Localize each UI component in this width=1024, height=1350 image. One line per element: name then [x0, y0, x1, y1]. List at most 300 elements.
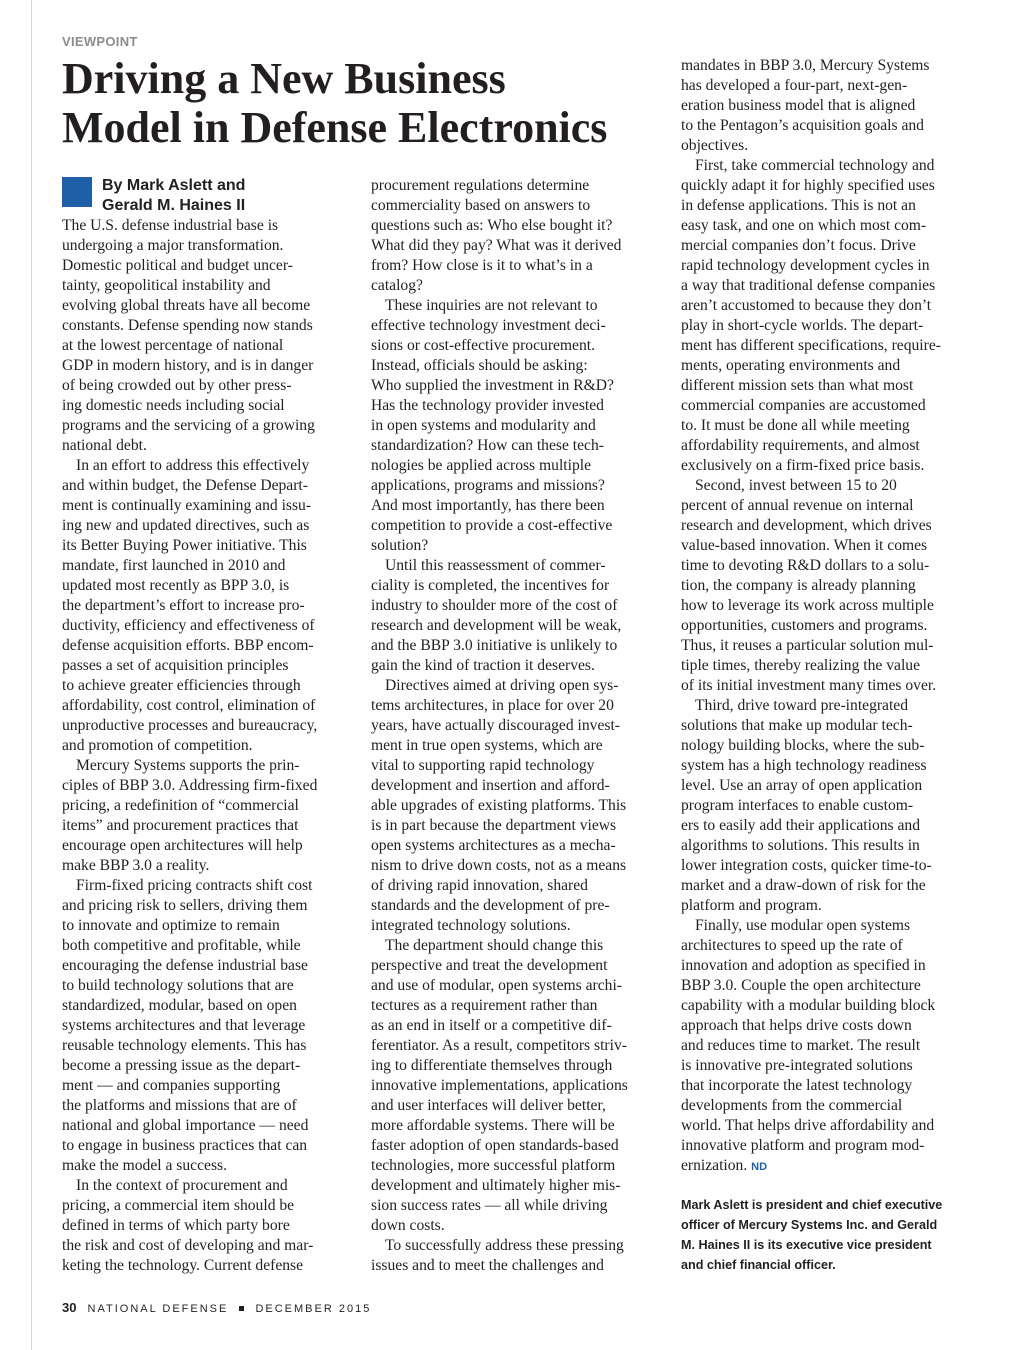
- article-text-line: [681, 436, 971, 456]
- article-text: evolving global threats have all become: [62, 297, 311, 314]
- article-text-line: [371, 1016, 661, 1036]
- article-text: affordability requirements, and almost: [681, 437, 920, 454]
- article-text: keting the technology. Current defense: [62, 1257, 304, 1274]
- article-text-line: [62, 736, 352, 756]
- article-text: ments, operating environments and: [681, 357, 901, 374]
- article-text-line: [681, 136, 971, 156]
- article-text-line: [62, 376, 352, 396]
- article-text-line: [62, 1036, 352, 1056]
- article-text-line: [371, 876, 661, 896]
- article-text: research and development will be weak,: [371, 617, 622, 634]
- article-text: pricing, a commercial item should be: [62, 1197, 295, 1214]
- article-text: solution?: [371, 537, 429, 554]
- article-text: integrated technology solutions.: [371, 917, 571, 934]
- article-text: perspective and treat the development: [371, 957, 608, 974]
- article-text-line: [62, 256, 352, 276]
- author-bio-line: M. Haines II is its executive vice president: [681, 1238, 932, 1252]
- article-text: BBP 3.0. Couple the open architecture: [681, 977, 921, 994]
- article-text: a way that traditional defense companies: [681, 277, 936, 294]
- article-text: tainty, geopolitical instability and: [62, 277, 271, 294]
- article-text: exclusively on a firm-fixed price basis.: [681, 457, 925, 474]
- article-text: mandates in BBP 3.0, Mercury Systems: [681, 57, 930, 74]
- article-text: open systems architectures as a mecha-: [371, 837, 616, 854]
- article-text: ferentiator. As a result, competitors striv-: [371, 1037, 627, 1054]
- article-text-line: [681, 956, 971, 976]
- article-text-line: [681, 536, 971, 556]
- article-text: systems architectures and that leverage: [62, 1017, 306, 1034]
- article-text: at the lowest percentage of national: [62, 337, 284, 354]
- article-text-line: [62, 476, 352, 496]
- article-text-line: [681, 776, 971, 796]
- article-text: make BBP 3.0 a reality.: [62, 857, 210, 874]
- article-text: time to devoting R&D dollars to a solu-: [681, 557, 930, 574]
- article-text-line: [371, 416, 661, 436]
- article-text: sions or cost-effective procurement.: [371, 337, 596, 354]
- article-text-line: [62, 556, 352, 576]
- byline: [102, 176, 245, 216]
- article-text-line: [371, 836, 661, 856]
- article-text-line: [681, 796, 971, 816]
- article-text-line: [62, 616, 352, 636]
- article-text-line: [62, 756, 352, 776]
- article-text: tectures as a requirement rather than: [371, 997, 598, 1014]
- article-text-line: [681, 56, 971, 76]
- publication-name: NATIONAL DEFENSE: [87, 1303, 229, 1315]
- article-text-line: [371, 176, 661, 196]
- article-text: development and insertion and afford-: [371, 777, 610, 794]
- article-text-line: [371, 656, 661, 676]
- page-number: 30: [62, 1300, 77, 1315]
- article-text-line: [681, 156, 971, 176]
- article-text-line: [371, 256, 661, 276]
- article-text-line: [681, 216, 971, 236]
- article-text-line: [62, 1156, 352, 1176]
- article-text: ment has different specifications, require-: [681, 337, 941, 354]
- article-text-line: [371, 796, 661, 816]
- article-text: the platforms and missions that are of: [62, 1097, 297, 1114]
- article-text-line: [371, 736, 661, 756]
- article-text-line: [681, 416, 971, 436]
- article-text: affordability, cost control, elimination of: [62, 697, 316, 714]
- article-text-line: [62, 996, 352, 1016]
- article-text-line: [62, 576, 352, 596]
- author-bio-line: and chief financial officer.: [681, 1258, 836, 1272]
- article-text-line: [62, 416, 352, 436]
- article-text: These inquiries are not relevant to: [385, 297, 598, 314]
- article-text: in defense applications. This is not an: [681, 197, 916, 214]
- article-text: nology building blocks, where the sub-: [681, 737, 925, 754]
- article-text: ers to easily add their applications and: [681, 817, 921, 834]
- article-text: national and global importance — need: [62, 1117, 309, 1134]
- article-text-line: [62, 896, 352, 916]
- article-text: ment in true open systems, which are: [371, 737, 603, 754]
- article-text: Thus, it reuses a particular solution mul-: [681, 637, 934, 654]
- section-label: VIEWPOINT: [62, 34, 138, 49]
- article-text: unproductive processes and bureaucracy,: [62, 717, 318, 734]
- article-text: how to leverage its work across multiple: [681, 597, 934, 614]
- article-text-line: [371, 756, 661, 776]
- article-text: defense acquisition efforts. BBP encom-: [62, 637, 314, 654]
- article-text-line: [62, 1216, 352, 1236]
- article-text-line: [62, 1236, 352, 1256]
- article-text-line: [371, 276, 661, 296]
- article-text: aren’t accustomed to because they don’t: [681, 297, 932, 314]
- article-text: procurement regulations determine: [371, 177, 590, 194]
- article-text: as an end in itself or a competitive dif-: [371, 1017, 612, 1034]
- author-bio-line: officer of Mercury Systems Inc. and Gerald: [681, 1218, 938, 1232]
- article-text: GDP in modern history, and is in danger: [62, 357, 314, 374]
- article-text-line: [681, 356, 971, 376]
- article-text: from? How close is it to what’s in a: [371, 257, 593, 274]
- article-text-line: [62, 1016, 352, 1036]
- article-text-line: [681, 1036, 971, 1056]
- article-text: tion, the company is already planning: [681, 577, 916, 594]
- article-text: to engage in business practices that can: [62, 1137, 308, 1154]
- article-text-line: [62, 1056, 352, 1076]
- article-text-line: [681, 976, 971, 996]
- article-text: is in part because the department views: [371, 817, 617, 834]
- article-text-line: [681, 836, 971, 856]
- article-text-line: [62, 716, 352, 736]
- author-bio: [681, 1195, 971, 1275]
- article-text: industry to shoulder more of the cost of: [371, 597, 618, 614]
- article-text: innovative platform and program mod-: [681, 1137, 925, 1154]
- article-text: become a pressing issue as the depart-: [62, 1057, 301, 1074]
- article-text: market and a draw-down of risk for the: [681, 877, 926, 894]
- article-text: Finally, use modular open systems: [695, 917, 911, 934]
- article-text: development and ultimately higher mis-: [371, 1177, 621, 1194]
- article-text: ing domestic needs including social: [62, 397, 285, 414]
- article-text-line: [62, 836, 352, 856]
- article-text-line: [681, 476, 971, 496]
- article-text-line: [681, 1136, 971, 1156]
- headline-line-2: Model in Defense Electronics: [62, 103, 608, 152]
- article-text: world. That helps drive affordability and: [681, 1117, 935, 1134]
- article-text: quickly adapt it for highly specified uses: [681, 177, 935, 194]
- article-text: the risk and cost of developing and mar-: [62, 1237, 314, 1254]
- article-text: and use of modular, open systems archi-: [371, 977, 622, 994]
- article-text-line: [371, 1196, 661, 1216]
- article-text: value-based innovation. When it comes: [681, 537, 928, 554]
- article-text-line: [681, 96, 971, 116]
- article-text-line: [681, 916, 971, 936]
- article-text: and promotion of competition.: [62, 737, 253, 754]
- article-text-line: [371, 1156, 661, 1176]
- article-text: to. It must be done all while meeting: [681, 417, 910, 434]
- article-text-line: [62, 776, 352, 796]
- article-text-line: [371, 1176, 661, 1196]
- article-text: play in short-cycle worlds. The depart-: [681, 317, 924, 334]
- article-text-line: [371, 1116, 661, 1136]
- article-text-line: [681, 376, 971, 396]
- article-text: encouraging the defense industrial base: [62, 957, 308, 974]
- article-text: Directives aimed at driving open sys-: [385, 677, 619, 694]
- article-text: catalog?: [371, 277, 423, 294]
- article-text: innovation and adoption as specified in: [681, 957, 926, 974]
- article-text-line: [62, 676, 352, 696]
- article-text-line: [371, 216, 661, 236]
- article-text: ment is continually examining and issu-: [62, 497, 312, 514]
- article-text-line: [371, 776, 661, 796]
- article-text-line: [681, 1116, 971, 1136]
- article-text: platform and program.: [681, 897, 822, 914]
- article-text: eration business model that is aligned: [681, 97, 916, 114]
- article-text: encourage open architectures will help: [62, 837, 303, 854]
- article-text: rapid technology development cycles in: [681, 257, 930, 274]
- article-text-line: [62, 316, 352, 336]
- article-text: program interfaces to enable custom-: [681, 797, 914, 814]
- article-text: algorithms to solutions. This results in: [681, 837, 920, 854]
- byline-line-1: By Mark Aslett and: [102, 177, 246, 194]
- article-text: standards and the development of pre-: [371, 897, 610, 914]
- article-headline: [62, 54, 672, 152]
- article-text: ment — and companies supporting: [62, 1077, 281, 1094]
- article-text-line: [681, 856, 971, 876]
- article-text: mercial companies don’t focus. Drive: [681, 237, 916, 254]
- article-text: architectures to speed up the rate of: [681, 937, 903, 954]
- article-text-line: [681, 996, 971, 1016]
- article-text: First, take commercial technology and: [695, 157, 935, 174]
- article-text: ciples of BBP 3.0. Addressing firm-fixed: [62, 777, 318, 794]
- article-text-line: [62, 456, 352, 476]
- article-text: years, have actually discouraged invest-: [371, 717, 620, 734]
- article-text: lower integration costs, quicker time-to-: [681, 857, 932, 874]
- article-text: applications, programs and missions?: [371, 477, 605, 494]
- article-text: standardization? How can these tech-: [371, 437, 604, 454]
- article-text: passes a set of acquisition principles: [62, 657, 289, 674]
- article-text: Domestic political and budget uncer-: [62, 257, 293, 274]
- article-text: ductivity, efficiency and effectiveness of: [62, 617, 315, 634]
- article-text-line: [681, 716, 971, 736]
- article-text-line: [371, 916, 661, 936]
- article-text: programs and the servicing of a growing: [62, 417, 315, 434]
- article-text: Second, invest between 15 to 20: [695, 477, 897, 494]
- article-text: to innovate and optimize to remain: [62, 917, 280, 934]
- article-text: vital to supporting rapid technology: [371, 757, 595, 774]
- article-text: commercial companies are accustomed: [681, 397, 926, 414]
- article-text: mandate, first launched in 2010 and: [62, 557, 286, 574]
- article-text-line: [681, 316, 971, 336]
- article-text-line: [62, 1116, 352, 1136]
- article-text: of being crowded out by other press-: [62, 377, 292, 394]
- article-text-line: [62, 296, 352, 316]
- article-text: objectives.: [681, 137, 749, 154]
- article-column-2: [371, 176, 661, 1276]
- byline-accent-square: [62, 177, 92, 207]
- article-text-line: [371, 956, 661, 976]
- article-text: constants. Defense spending now stands: [62, 317, 313, 334]
- article-text-line: [62, 496, 352, 516]
- article-text-line: [62, 1256, 352, 1276]
- article-text-line: [371, 1216, 661, 1236]
- article-text-line: [681, 676, 971, 696]
- article-text-line: [681, 256, 971, 276]
- article-text: questions such as: Who else bought it?: [371, 217, 613, 234]
- footer-separator-square: [239, 1306, 244, 1311]
- article-text-line: [371, 476, 661, 496]
- article-text: and pricing risk to sellers, driving them: [62, 897, 308, 914]
- article-text: To successfully address these pressing: [385, 1237, 624, 1254]
- article-text: different mission sets than what most: [681, 377, 914, 394]
- article-text: both competitive and profitable, while: [62, 937, 301, 954]
- article-text-line: [681, 576, 971, 596]
- article-text-line: [62, 1076, 352, 1096]
- article-text-line: [371, 996, 661, 1016]
- article-text-line: [681, 496, 971, 516]
- article-text-line: [681, 936, 971, 956]
- article-text-line: [62, 976, 352, 996]
- article-text-line: [62, 536, 352, 556]
- article-text: has developed a four-part, next-gen-: [681, 77, 908, 94]
- article-text-line: [681, 816, 971, 836]
- article-text: undergoing a major transformation.: [62, 237, 284, 254]
- article-text: capability with a modular building block: [681, 997, 936, 1014]
- article-text-line: [371, 496, 661, 516]
- article-text: competition to provide a cost-effective: [371, 517, 613, 534]
- article-text: the department’s effort to increase pro-: [62, 597, 305, 614]
- article-text-line: [681, 176, 971, 196]
- article-text-line: [62, 936, 352, 956]
- article-text-line: [371, 896, 661, 916]
- article-text-line: [681, 456, 971, 476]
- article-text-line: [62, 856, 352, 876]
- article-text-line: [681, 696, 971, 716]
- article-text-line: [371, 316, 661, 336]
- article-text-line: [371, 356, 661, 376]
- article-text: system has a high technology readiness: [681, 757, 927, 774]
- article-text-line: [371, 856, 661, 876]
- article-text: Mercury Systems supports the prin-: [76, 757, 300, 774]
- article-text: Who supplied the investment in R&D?: [371, 377, 614, 394]
- article-text: more affordable systems. There will be: [371, 1117, 615, 1134]
- article-text-line: [371, 576, 661, 596]
- article-text-line: [681, 616, 971, 636]
- article-text: effective technology investment deci-: [371, 317, 606, 334]
- article-text-line: [62, 656, 352, 676]
- author-bio-line: Mark Aslett is president and chief executive: [681, 1198, 943, 1212]
- article-text: In an effort to address this effectively: [76, 457, 310, 474]
- article-text: technologies, more successful platform: [371, 1157, 616, 1174]
- article-text-line: [371, 1236, 661, 1256]
- article-text: issues and to meet the challenges and: [371, 1257, 604, 1274]
- article-text: level. Use an array of open application: [681, 777, 923, 794]
- article-text-line: [681, 1016, 971, 1036]
- article-text: In the context of procurement and: [76, 1177, 288, 1194]
- article-text-line: [62, 1176, 352, 1196]
- article-text: and user interfaces will deliver better,: [371, 1097, 606, 1114]
- article-text: national debt.: [62, 437, 147, 454]
- article-text-line: [681, 756, 971, 776]
- article-text-line: [62, 876, 352, 896]
- article-text-line: [371, 716, 661, 736]
- article-text-line: [371, 396, 661, 416]
- article-text-line: [371, 336, 661, 356]
- article-text-line: [681, 636, 971, 656]
- article-text-line: [371, 536, 661, 556]
- article-text-line: [371, 936, 661, 956]
- article-text-line: [681, 396, 971, 416]
- article-text: The department should change this: [385, 937, 604, 954]
- article-text-line: [62, 396, 352, 416]
- article-text: standardized, modular, based on open: [62, 997, 297, 1014]
- article-text-line: [371, 1096, 661, 1116]
- article-text: sion success rates — all while driving: [371, 1197, 608, 1214]
- article-column-1: [62, 216, 352, 1276]
- article-text-line: [371, 596, 661, 616]
- article-text: updated most recently as BPP 3.0, is: [62, 577, 290, 594]
- article-text: able upgrades of existing platforms. This: [371, 797, 627, 814]
- article-text-line: [62, 1136, 352, 1156]
- article-text-line: [681, 1056, 971, 1076]
- article-text: pricing, a redefinition of “commercial: [62, 797, 299, 814]
- article-text-line: [371, 616, 661, 636]
- article-text: ing new and updated directives, such as: [62, 517, 310, 534]
- page-margin-rule: [31, 0, 32, 1350]
- article-text: And most importantly, has there been: [371, 497, 605, 514]
- article-text: commerciality based on answers to: [371, 197, 591, 214]
- article-text-line: [681, 596, 971, 616]
- article-text: Until this reassessment of commer-: [385, 557, 606, 574]
- article-text-line: [681, 896, 971, 916]
- article-text: in open systems and modularity and: [371, 417, 596, 434]
- article-text-line: [371, 236, 661, 256]
- article-text-line: [62, 636, 352, 656]
- article-text-line: [371, 696, 661, 716]
- article-text-line: [681, 1076, 971, 1096]
- article-text-line: [62, 596, 352, 616]
- article-text-line: [371, 556, 661, 576]
- end-of-article-mark: ND: [751, 1161, 768, 1173]
- article-text-line: [62, 516, 352, 536]
- article-text: to the Pentagon’s acquisition goals and: [681, 117, 924, 134]
- article-text: ciality is completed, the incentives for: [371, 577, 610, 594]
- article-text-line: [62, 956, 352, 976]
- article-text: items” and procurement practices that: [62, 817, 299, 834]
- article-text-line: [371, 456, 661, 476]
- article-text: easy task, and one on which most com-: [681, 217, 927, 234]
- article-text-line: [62, 1096, 352, 1116]
- article-text-line: [371, 816, 661, 836]
- article-text-line: [62, 436, 352, 456]
- article-text: defined in terms of which party bore: [62, 1217, 290, 1234]
- article-text-line: [62, 356, 352, 376]
- article-text-line: [681, 516, 971, 536]
- headline-line-1: Driving a New Business: [62, 54, 506, 103]
- article-text: ernization.: [681, 1157, 748, 1174]
- article-text-line: [62, 276, 352, 296]
- article-text: down costs.: [371, 1217, 445, 1234]
- article-text: ing to differentiate themselves through: [371, 1057, 613, 1074]
- article-text-line: [681, 196, 971, 216]
- article-text: Instead, officials should be asking:: [371, 357, 588, 374]
- article-text: and reduces time to market. The result: [681, 1037, 921, 1054]
- article-text: gain the kind of traction it deserves.: [371, 657, 595, 674]
- article-text-line: [681, 556, 971, 576]
- article-text: nologies be applied across multiple: [371, 457, 591, 474]
- article-text-line: [371, 376, 661, 396]
- article-text: solutions that make up modular tech-: [681, 717, 913, 734]
- article-text-line: [371, 1056, 661, 1076]
- article-text-line: [62, 816, 352, 836]
- article-text-line: [371, 516, 661, 536]
- article-text-line: [681, 876, 971, 896]
- article-text: developments from the commercial: [681, 1097, 903, 1114]
- article-text: and within budget, the Defense Depart-: [62, 477, 308, 494]
- article-text-line: [62, 216, 352, 236]
- page-footer: [62, 1300, 371, 1315]
- article-text: to achieve greater efficiencies through: [62, 677, 301, 694]
- article-text-line: [62, 916, 352, 936]
